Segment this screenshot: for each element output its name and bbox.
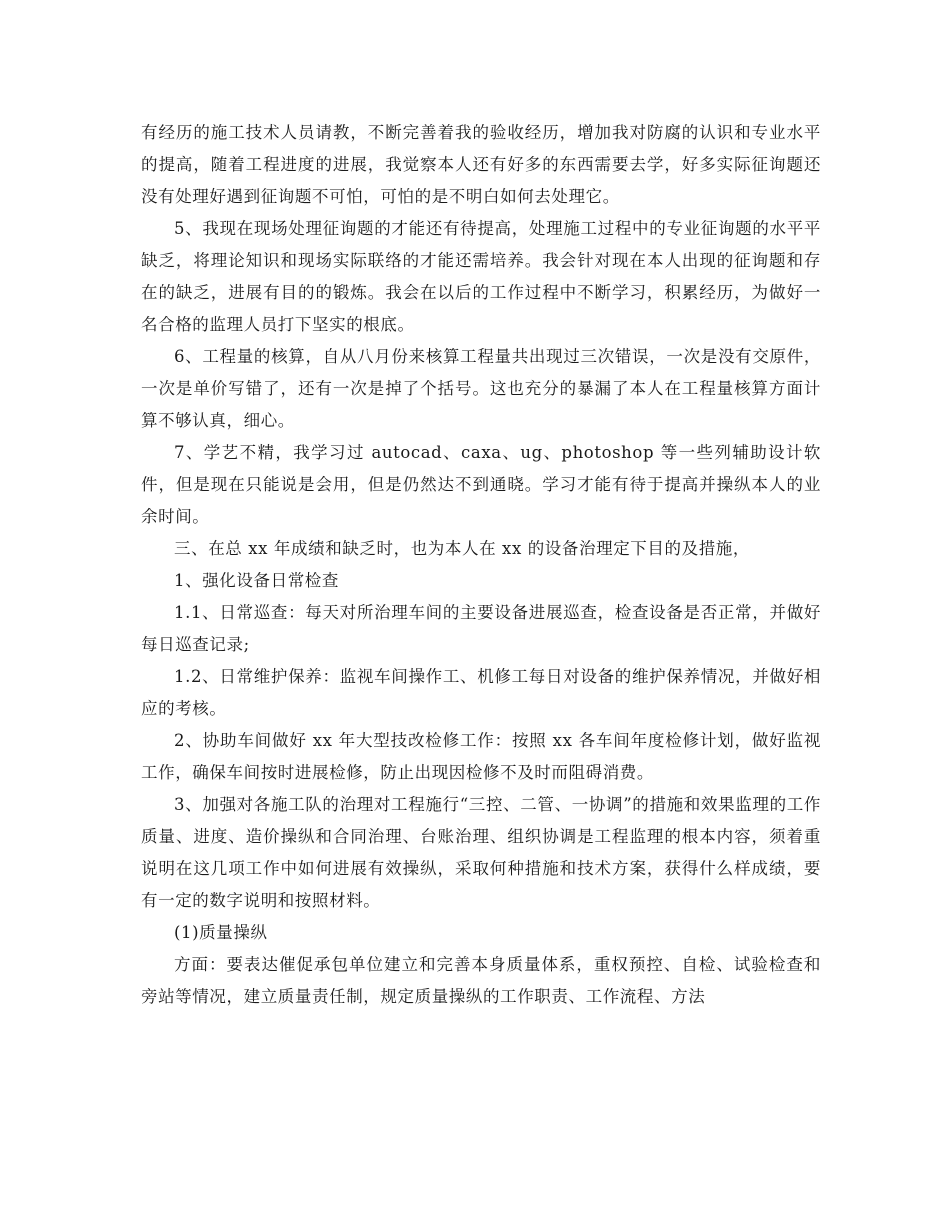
paragraph-4: 7、学艺不精，我学习过 autocad、caxa、ug、photoshop 等一些列辅助设计软件，但是现在只能说是会用，但是仍然达不到通晓。学习才能有待于提高并操纵本人的业余时间。 bbox=[141, 443, 821, 526]
paragraph-12: 方面：要表达催促承包单位建立和完善本身质量体系，重权预控、自检、试验检查和旁站等情况，建立质量责任制，规定质量操纵的工作职责、工作流程、方法 bbox=[141, 955, 821, 1006]
paragraph-5: 三、在总 xx 年成绩和缺乏时，也为本人在 xx 的设备治理定下目的及措施， bbox=[174, 539, 751, 558]
document-body bbox=[141, 117, 821, 1013]
paragraph-9: 2、协助车间做好 xx 年大型技改检修工作：按照 xx 各车间年度检修计划，做好监视工作，确保车间按时进展检修，防止出现因检修不及时而阻碍消费。 bbox=[141, 731, 821, 782]
paragraph-6: 1、强化设备日常检查 bbox=[174, 571, 339, 590]
paragraph-8: 1.2、日常维护保养：监视车间操作工、机修工每日对设备的维护保养情况，并做好相应的考核。 bbox=[141, 667, 821, 718]
paragraph-2: 5、我现在现场处理征询题的才能还有待提高，处理施工过程中的专业征询题的水平平缺乏，将理论知识和现场实际联络的才能还需培养。我会针对现在本人出现的征询题和存在的缺乏，进展有目的的锻炼。我会在以后的工作过程中不断学习，积累经历，为做好一名合格的监理人员打下坚实的根底。 bbox=[141, 219, 821, 334]
paragraph-7: 1.1、日常巡查：每天对所治理车间的主要设备进展巡查，检查设备是否正常，并做好每日巡查记录; bbox=[141, 603, 821, 654]
paragraph-3: 6、工程量的核算，自从八月份来核算工程量共出现过三次错误，一次是没有交原件，一次是单价写错了，还有一次是掉了个括号。这也充分的暴漏了本人在工程量核算方面计算不够认真，细心。 bbox=[141, 347, 821, 430]
paragraph-1: 有经历的施工技术人员请教，不断完善着我的验收经历，增加我对防腐的认识和专业水平的提高，随着工程进度的进展，我觉察本人还有好多的东西需要去学，好多实际征询题还没有处理好遇到征询题不可怕，可怕的是不明白如何去处理它。 bbox=[141, 123, 821, 206]
paragraph-10: 3、加强对各施工队的治理对工程施行“三控、二管、一协调”的措施和效果监理的工作质量、进度、造价操纵和合同治理、台账治理、组织协调是工程监理的根本内容，须着重说明在这几项工作中如何进展有效操纵，采取何种措施和技术方案，获得什么样成绩，要有一定的数字说明和按照材料。 bbox=[141, 795, 821, 910]
paragraph-11: (1)质量操纵 bbox=[174, 923, 268, 942]
